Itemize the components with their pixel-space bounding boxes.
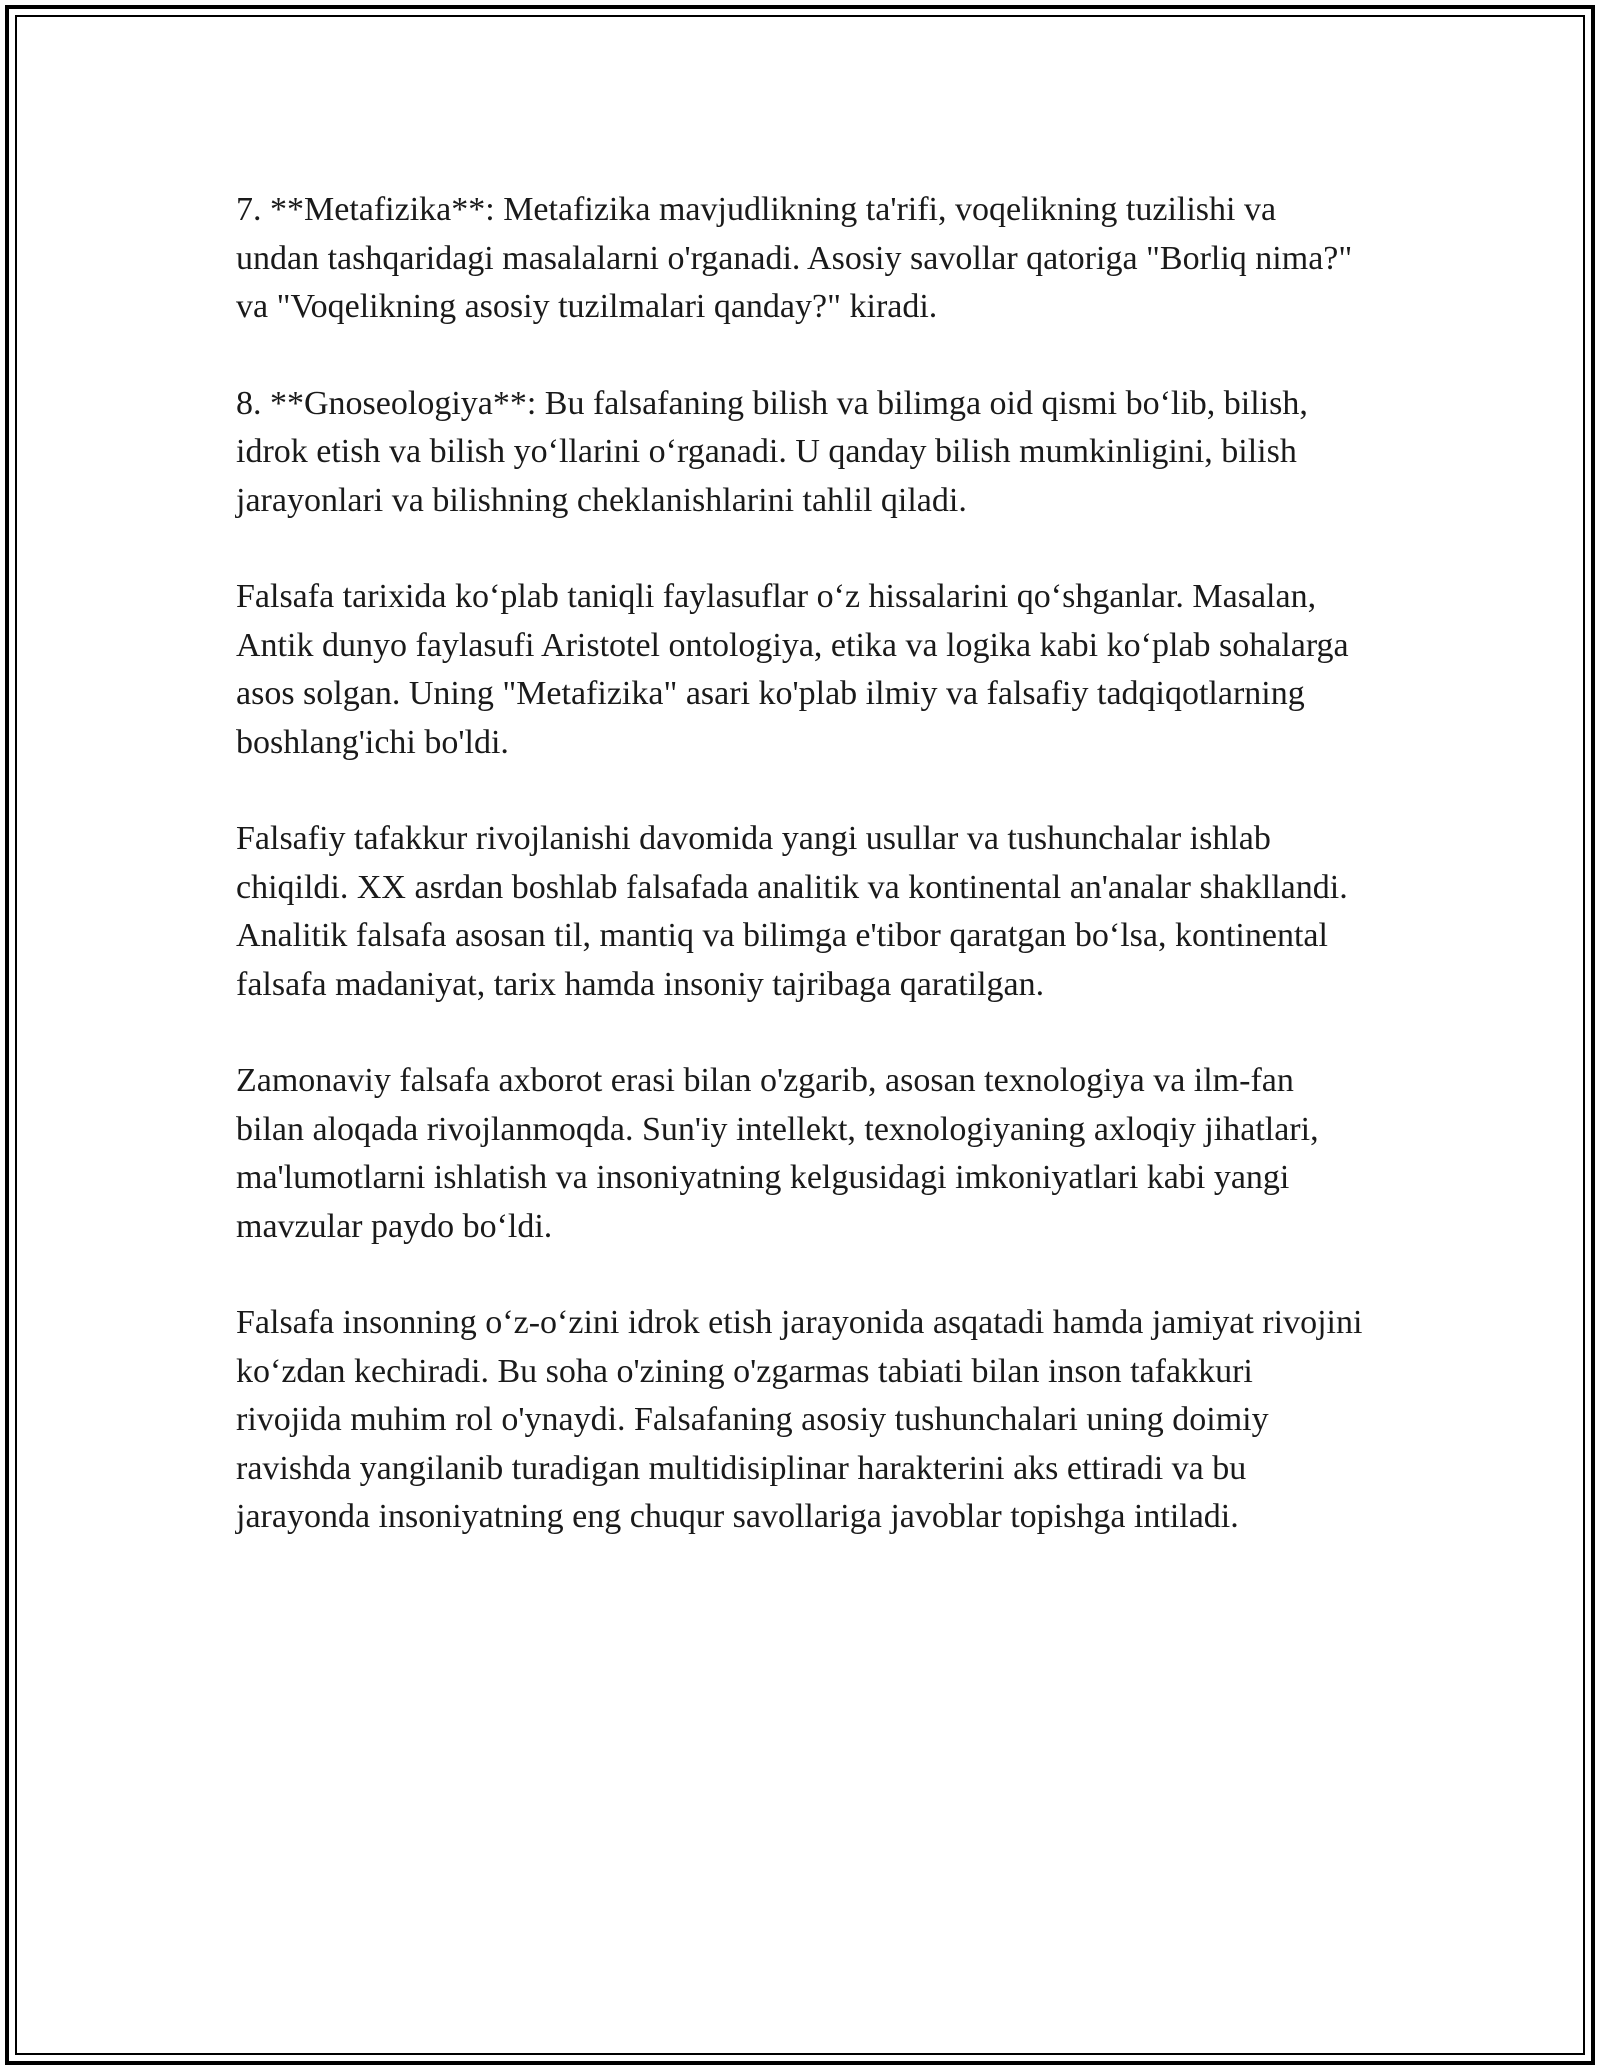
paragraph-conclusion: Falsafa insonning o‘z-o‘zini idrok etish jarayonida asqatadi hamda jamiyat rivojini ko‘zdan kechiradi. Bu soha o'zining o'zgarmas tabiati bilan inson tafakkuri rivojida muhim rol o'ynaydi. Falsafaning asosiy tushunchalari uning doimiy ravishda yangilanib turadigan multidisiplinar harakterini aks ettiradi va bu jarayonda insoniyatning eng chuqur savollariga javoblar topishga intiladi. [236, 1304, 1363, 1535]
paragraph-history: Falsafa tarixida ko‘plab taniqli faylasuflar o‘z hissalarini qo‘shganlar. Masalan, Antik dunyo faylasufi Aristotel ontologiya, etika va logika kabi ko‘plab sohalarga asos solgan. Uning "Metafizika" asari ko'plab ilmiy va falsafiy tadqiqotlarning boshlang'ichi bo'ldi. [236, 578, 1349, 761]
document-body [236, 186, 1366, 1590]
paragraph-gnoseologiya: 8. **Gnoseologiya**: Bu falsafaning bilish va bilimga oid qismi bo‘lib, bilish, idrok etish va bilish yo‘llarini o‘rganadi. U qanday bilish mumkinligini, bilish jarayonlari va bilishning cheklanishlarini tahlil qiladi. [236, 384, 1308, 519]
paragraph-traditions: Falsafiy tafakkur rivojlanishi davomida yangi usullar va tushunchalar ishlab chiqildi. XX asrdan boshlab falsafada analitik va kontinental an'analar shakllandi. Analitik falsafa asosan til, mantiq va bilimga e'tibor qaratgan bo‘lsa, kontinental falsafa madaniyat, tarix hamda insoniy tajribaga qaratilgan. [236, 820, 1348, 1003]
paragraph-modern: Zamonaviy falsafa axborot erasi bilan o'zgarib, asosan texnologiya va ilm-fan bilan aloqada rivojlanmoqda. Sun'iy intellekt, texnologiyaning axloqiy jihatlari, ma'lumotlarni ishlatish va insoniyatning kelgusidagi imkoniyatlari kabi yangi mavzular paydo bo‘ldi. [236, 1062, 1319, 1245]
paragraph-metafizika: 7. **Metafizika**: Metafizika mavjudlikning ta'rifi, voqelikning tuzilishi va undan tashqaridagi masalalarni o'rganadi. Asosiy savollar qatoriga "Borliq nima?" va "Voqelikning asosiy tuzilmalari qanday?" kiradi. [236, 191, 1353, 325]
